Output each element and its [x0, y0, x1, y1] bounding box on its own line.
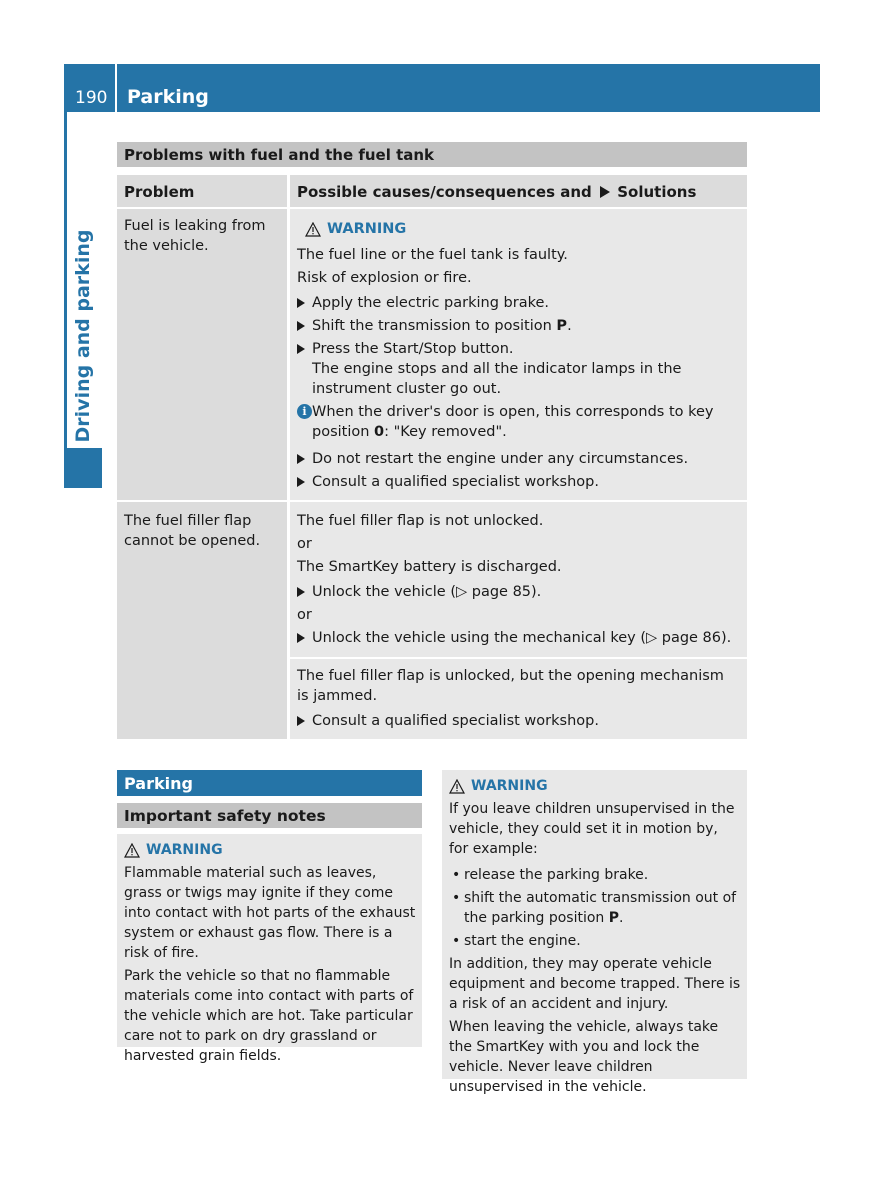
step-item: Unlock the vehicle (▷ page 85). [297, 582, 739, 602]
step-item: Shift the transmission to position P. [297, 316, 739, 336]
warning-text: Park the vehicle so that no flammable materials come into contact with parts of the vehicle which are hot. Take particular care not to park on dry grassland or harvested grain fields. [124, 968, 414, 1064]
solution-cell [290, 502, 747, 739]
or-text: or [297, 536, 312, 552]
section-heading-parking: Parking [117, 770, 422, 796]
warning-triangle-icon [124, 843, 140, 858]
problem-cell: The fuel filler flap cannot be opened. [117, 502, 287, 739]
cell-divider [290, 657, 747, 659]
step-arrow-icon [297, 587, 305, 597]
step-item: Press the Start/Stop button. The engine stops and all the indicator lamps in the instrument cluster go out. [297, 339, 739, 399]
header-divider [115, 64, 117, 112]
problem-cell: Fuel is leaking from the vehicle. [117, 209, 287, 500]
cause-text: The fuel filler flap is not unlocked. [297, 513, 544, 529]
step-arrow-icon [297, 633, 305, 643]
table-row [117, 209, 747, 500]
or-text: or [297, 607, 312, 623]
step-arrow-icon [297, 716, 305, 726]
risk-text: Risk of explosion or fire. [297, 270, 472, 286]
solution-cell [290, 209, 747, 500]
step-item: Unlock the vehicle using the mechanical key (▷ page 86). [297, 628, 739, 648]
cause-text: The SmartKey battery is discharged. [297, 559, 562, 575]
step-arrow-icon [297, 298, 305, 308]
cause-text: The fuel filler flap is unlocked, but the opening mechanism is jammed. [297, 668, 724, 704]
table-row [117, 502, 747, 739]
list-item: • start the engine. [452, 933, 581, 949]
column-header-solutions: Possible causes/consequences and Solutions [290, 175, 747, 207]
info-icon: i [297, 404, 312, 419]
step-item: Consult a qualified specialist workshop. [297, 711, 739, 731]
warning-text: When leaving the vehicle, always take the SmartKey with you and lock the vehicle. Never leave children unsupervised in the vehicle. [449, 1019, 719, 1095]
warning-text: In addition, they may operate vehicle equipment and become trapped. There is a risk of an accident and injury. [449, 956, 741, 1012]
step-item: Do not restart the engine under any circumstances. [297, 449, 739, 469]
warning-triangle-icon [449, 779, 465, 794]
fuel-problems-table [117, 142, 747, 739]
table-header-row [117, 175, 747, 207]
solution-arrow-icon [600, 186, 610, 198]
step-item: Consult a qualified specialist workshop. [297, 472, 739, 492]
page-header [64, 64, 820, 112]
table-title: Problems with fuel and the fuel tank [117, 142, 747, 167]
step-arrow-icon [297, 454, 305, 464]
list-item: • shift the automatic transmission out of the parking position P. [452, 890, 737, 926]
side-tab-marker [64, 448, 102, 488]
info-note: i When the driver's door is open, this corresponds to key position 0: "Key removed". [297, 402, 739, 442]
cause-text: The fuel line or the fuel tank is faulty. [297, 247, 568, 263]
warning-heading: WARNING [449, 776, 741, 796]
children-warning-box [442, 770, 747, 1095]
warning-text: Flammable material such as leaves, grass or twigs may ignite if they come into contact with hot parts of the exhaust system or exhaust gas flow. There is a risk of fire. [124, 865, 416, 961]
side-tab-label: Driving and parking [72, 229, 94, 443]
fire-warning-box [117, 834, 422, 1064]
warning-heading: WARNING [305, 219, 739, 239]
page-number: 190 [75, 88, 108, 108]
step-arrow-icon [297, 321, 305, 331]
step-arrow-icon [297, 344, 305, 354]
warning-text: If you leave children unsupervised in the vehicle, they could set it in motion by, for example: [449, 801, 735, 857]
page-title: Parking [127, 86, 209, 108]
step-item: Apply the electric parking brake. [297, 293, 739, 313]
column-header-problem: Problem [117, 175, 287, 207]
subsection-heading-safety: Important safety notes [117, 803, 422, 828]
list-item: • release the parking brake. [452, 867, 649, 883]
step-arrow-icon [297, 477, 305, 487]
warning-triangle-icon [305, 222, 321, 237]
warning-heading: WARNING [124, 840, 416, 860]
